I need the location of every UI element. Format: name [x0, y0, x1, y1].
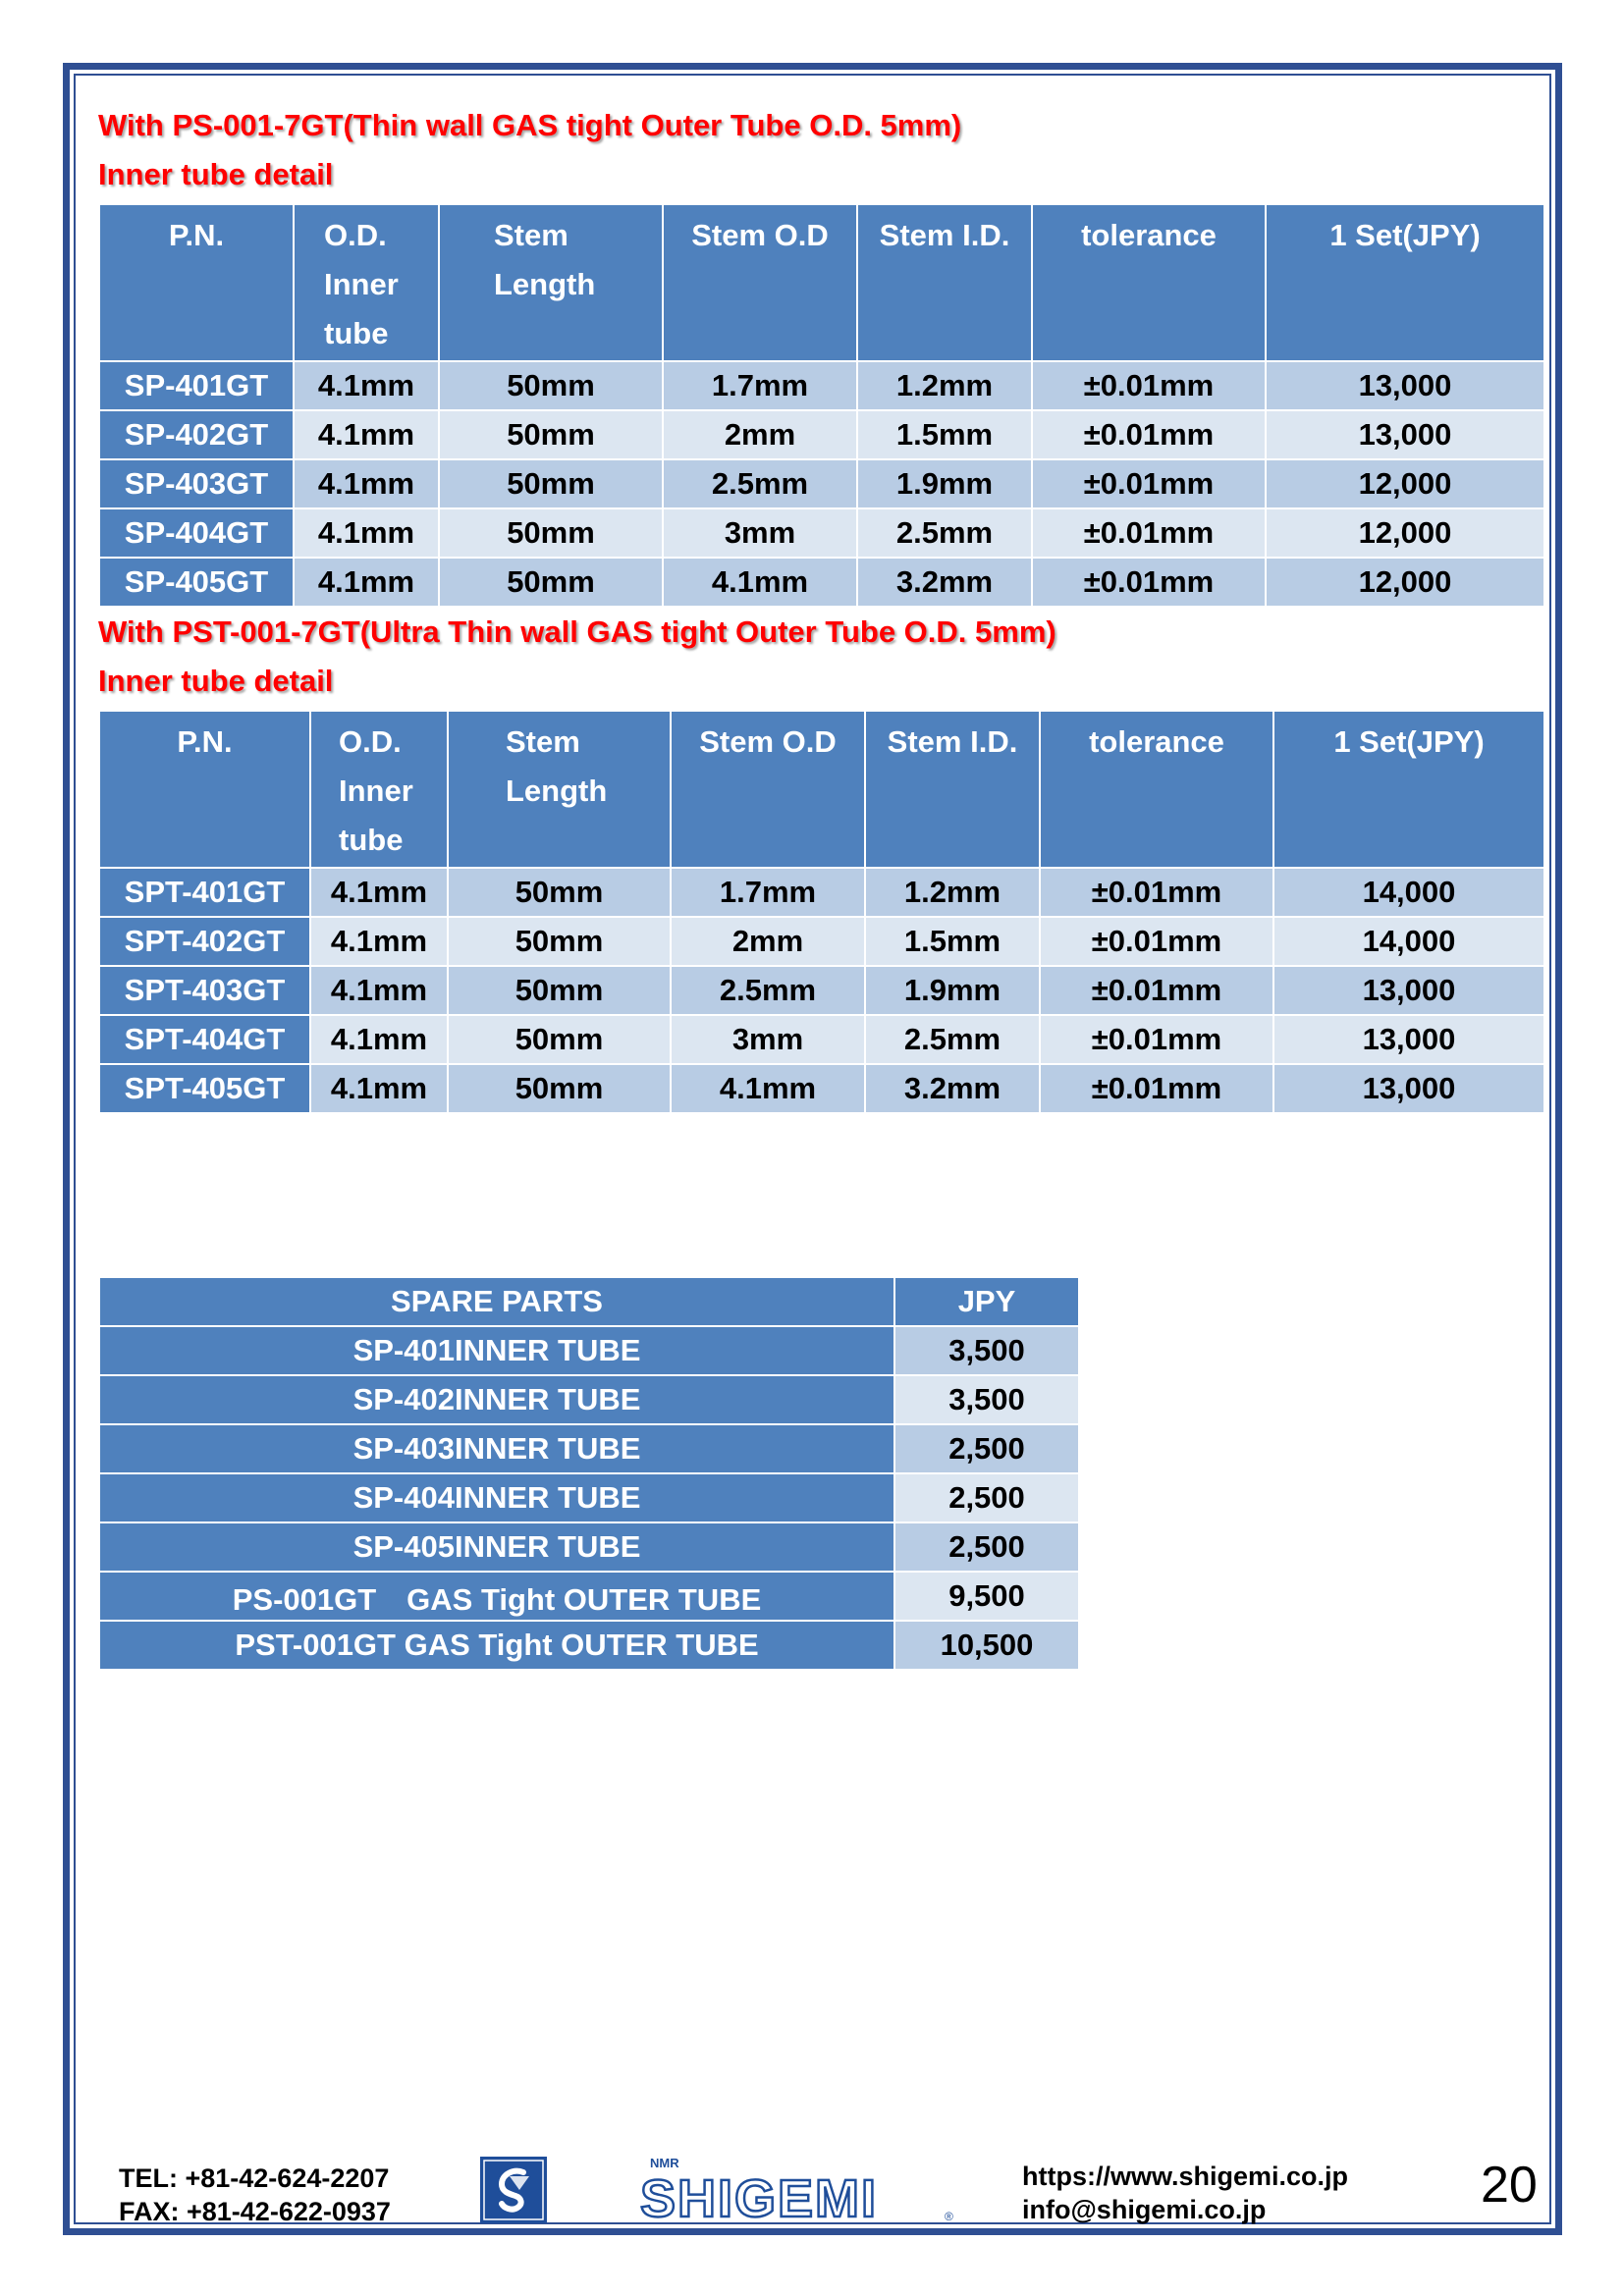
part-number: SPT-401GT — [99, 868, 310, 917]
spare-part-price: 9,500 — [894, 1572, 1079, 1621]
col-header-spare-parts: SPARE PARTS — [99, 1277, 894, 1326]
stem-id: 1.5mm — [865, 917, 1040, 966]
part-number: SP-402GT — [99, 410, 294, 459]
col-header-od-inner-tube: O.D. Inner tube — [310, 711, 448, 868]
od-inner: 4.1mm — [294, 459, 439, 508]
stem-id: 1.2mm — [865, 868, 1040, 917]
part-number: SPT-402GT — [99, 917, 310, 966]
section2-table — [98, 710, 1545, 1114]
stem-length: 50mm — [439, 410, 663, 459]
stem-od: 2mm — [671, 917, 865, 966]
stem-id: 2.5mm — [857, 508, 1032, 558]
table-row — [99, 917, 1544, 966]
col-header-stem-od: Stem O.D — [671, 711, 865, 868]
price: 12,000 — [1266, 558, 1544, 607]
footer-web — [1022, 2160, 1348, 2226]
stem-id: 1.9mm — [865, 966, 1040, 1015]
col-header-stem-id: Stem I.D. — [865, 711, 1040, 868]
spare-part-price: 2,500 — [894, 1473, 1079, 1522]
spare-part-name: SP-405INNER TUBE — [99, 1522, 894, 1572]
section2-title: With PST-001-7GT(Ultra Thin wall GAS tight Outer Tube O.D. 5mm) — [98, 614, 1056, 649]
price: 13,000 — [1273, 1015, 1544, 1064]
svg-text:®: ® — [945, 2210, 953, 2223]
stem-od: 4.1mm — [663, 558, 857, 607]
od-inner: 4.1mm — [310, 1064, 448, 1113]
table-row — [99, 1621, 1079, 1670]
stem-od: 2.5mm — [663, 459, 857, 508]
table-row — [99, 966, 1544, 1015]
price: 12,000 — [1266, 459, 1544, 508]
price: 12,000 — [1266, 508, 1544, 558]
od-inner: 4.1mm — [310, 868, 448, 917]
price: 13,000 — [1266, 361, 1544, 410]
od-inner: 4.1mm — [310, 966, 448, 1015]
tolerance: ±0.01mm — [1040, 1064, 1273, 1113]
col-header-tolerance: tolerance — [1040, 711, 1273, 868]
stem-od: 1.7mm — [671, 868, 865, 917]
part-number: SPT-405GT — [99, 1064, 310, 1113]
table-row — [99, 410, 1544, 459]
table-row — [99, 1572, 1079, 1621]
od-inner: 4.1mm — [294, 410, 439, 459]
stem-length: 50mm — [439, 558, 663, 607]
stem-length: 50mm — [448, 1064, 671, 1113]
tolerance: ±0.01mm — [1040, 917, 1273, 966]
stem-length: 50mm — [439, 508, 663, 558]
table-row — [99, 1326, 1079, 1375]
tolerance: ±0.01mm — [1040, 966, 1273, 1015]
wordmark-shigemi: SHIGEMI — [640, 2169, 879, 2228]
stem-id: 2.5mm — [865, 1015, 1040, 1064]
table-row — [99, 1473, 1079, 1522]
spare-part-price: 3,500 — [894, 1326, 1079, 1375]
col-header-stem-od: Stem O.D — [663, 204, 857, 361]
section1-subtitle: Inner tube detail — [98, 157, 334, 191]
footer-contact — [119, 2162, 391, 2228]
col-header-price: 1 Set(JPY) — [1273, 711, 1544, 868]
part-number: SPT-404GT — [99, 1015, 310, 1064]
price: 13,000 — [1266, 410, 1544, 459]
section1-title: With PS-001-7GT(Thin wall GAS tight Outer Tube O.D. 5mm) — [98, 108, 962, 142]
col-header-stem-id: Stem I.D. — [857, 204, 1032, 361]
stem-id: 3.2mm — [865, 1064, 1040, 1113]
shigemi-wordmark — [638, 2152, 962, 2230]
page-number: 20 — [1481, 2157, 1538, 2214]
od-inner: 4.1mm — [294, 361, 439, 410]
table-row — [99, 1064, 1544, 1113]
part-number: SP-405GT — [99, 558, 294, 607]
stem-od: 1.7mm — [663, 361, 857, 410]
col-header-jpy: JPY — [894, 1277, 1079, 1326]
stem-od: 4.1mm — [671, 1064, 865, 1113]
tolerance: ±0.01mm — [1040, 1015, 1273, 1064]
stem-length: 50mm — [448, 917, 671, 966]
stem-id: 3.2mm — [857, 558, 1032, 607]
stem-length: 50mm — [439, 459, 663, 508]
table-row — [99, 1424, 1079, 1473]
part-number: SP-403GT — [99, 459, 294, 508]
spare-part-name: PS-001GT GAS Tight OUTER TUBE — [99, 1572, 894, 1621]
footer-url[interactable]: https://www.shigemi.co.jp — [1022, 2162, 1349, 2191]
spare-part-price: 2,500 — [894, 1522, 1079, 1572]
price: 14,000 — [1273, 917, 1544, 966]
footer-tel: TEL: +81-42-624-2207 — [119, 2163, 390, 2193]
spare-part-name: SP-401INNER TUBE — [99, 1326, 894, 1375]
stem-length: 50mm — [439, 361, 663, 410]
stem-od: 2.5mm — [671, 966, 865, 1015]
footer-email[interactable]: info@shigemi.co.jp — [1022, 2195, 1267, 2224]
section2-subtitle: Inner tube detail — [98, 664, 334, 698]
col-header-pn: P.N. — [99, 711, 310, 868]
col-header-stem-length: Stem Length — [448, 711, 671, 868]
tolerance: ±0.01mm — [1032, 459, 1266, 508]
tolerance: ±0.01mm — [1032, 508, 1266, 558]
od-inner: 4.1mm — [294, 558, 439, 607]
col-header-tolerance: tolerance — [1032, 204, 1266, 361]
table-row — [99, 558, 1544, 607]
tolerance: ±0.01mm — [1032, 410, 1266, 459]
price: 13,000 — [1273, 966, 1544, 1015]
spare-part-name: SP-402INNER TUBE — [99, 1375, 894, 1424]
part-number: SP-401GT — [99, 361, 294, 410]
table-row — [99, 868, 1544, 917]
footer-fax: FAX: +81-42-622-0937 — [119, 2197, 391, 2226]
part-number: SP-404GT — [99, 508, 294, 558]
stem-id: 1.5mm — [857, 410, 1032, 459]
spare-part-price: 10,500 — [894, 1621, 1079, 1670]
stem-od: 2mm — [663, 410, 857, 459]
stem-id: 1.2mm — [857, 361, 1032, 410]
col-header-pn: P.N. — [99, 204, 294, 361]
col-header-price: 1 Set(JPY) — [1266, 204, 1544, 361]
stem-length: 50mm — [448, 868, 671, 917]
part-number: SPT-403GT — [99, 966, 310, 1015]
od-inner: 4.1mm — [310, 917, 448, 966]
table-row — [99, 459, 1544, 508]
wordmark-nmr: NMR — [650, 2156, 679, 2170]
table-row — [99, 1015, 1544, 1064]
spare-part-name: SP-404INNER TUBE — [99, 1473, 894, 1522]
spare-part-price: 2,500 — [894, 1424, 1079, 1473]
stem-length: 50mm — [448, 1015, 671, 1064]
stem-od: 3mm — [663, 508, 857, 558]
tolerance: ±0.01mm — [1032, 558, 1266, 607]
company-logo-icon — [480, 2157, 547, 2223]
spare-part-price: 3,500 — [894, 1375, 1079, 1424]
col-header-od-inner-tube: O.D. Inner tube — [294, 204, 439, 361]
section1-table — [98, 203, 1545, 608]
stem-od: 3mm — [671, 1015, 865, 1064]
stem-length: 50mm — [448, 966, 671, 1015]
od-inner: 4.1mm — [294, 508, 439, 558]
stem-id: 1.9mm — [857, 459, 1032, 508]
price: 14,000 — [1273, 868, 1544, 917]
od-inner: 4.1mm — [310, 1015, 448, 1064]
table-row — [99, 508, 1544, 558]
col-header-stem-length: Stem Length — [439, 204, 663, 361]
table-row — [99, 361, 1544, 410]
price: 13,000 — [1273, 1064, 1544, 1113]
table-row — [99, 1522, 1079, 1572]
spare-part-name: PST-001GT GAS Tight OUTER TUBE — [99, 1621, 894, 1670]
spare-part-name: SP-403INNER TUBE — [99, 1424, 894, 1473]
spare-parts-table — [98, 1276, 1080, 1671]
table-row — [99, 1375, 1079, 1424]
tolerance: ±0.01mm — [1040, 868, 1273, 917]
tolerance: ±0.01mm — [1032, 361, 1266, 410]
